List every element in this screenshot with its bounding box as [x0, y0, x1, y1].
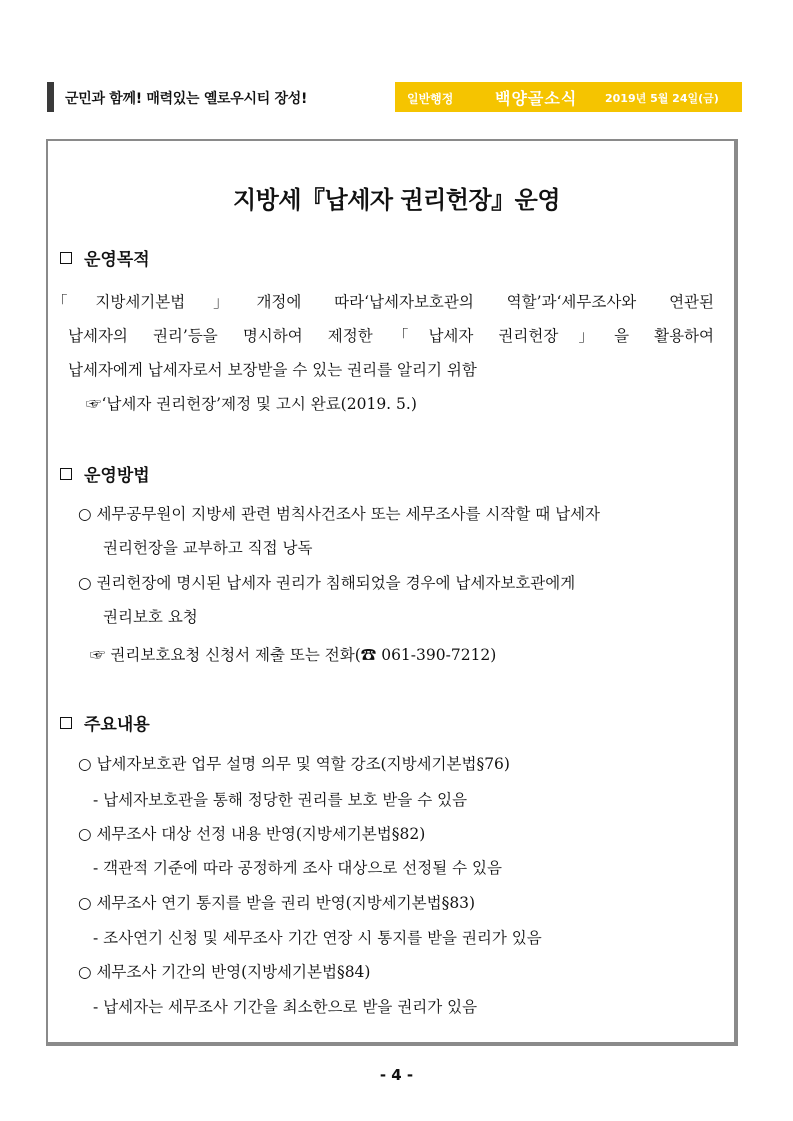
- header-info-banner: [395, 82, 742, 112]
- bullet-line: ○ 세무조사 대상 선정 내용 반영(지방세기본법§82): [78, 825, 426, 843]
- bullet-continuation: 권리보호 요청: [103, 608, 198, 626]
- bullet-continuation: 권리헌장을 교부하고 직접 낭독: [103, 539, 313, 557]
- page-number: - 4 -: [379, 1066, 414, 1084]
- checkbox-bullet-icon: [60, 468, 72, 480]
- section-heading-contents: [60, 710, 150, 735]
- header-newsletter-name: 백양골소식: [495, 89, 578, 108]
- section-heading-method: [60, 461, 150, 486]
- bullet-line: ○ 납세자보호관 업무 설명 의무 및 역할 강조(지방세기본법§76): [78, 755, 510, 773]
- section-heading-text: 운영방법: [84, 466, 150, 486]
- note-line: ☞ 권리보호요청 신청서 제출 또는 전화(☎ 061-390-7212): [90, 646, 497, 664]
- bullet-line: ○ 세무조사 연기 통지를 받을 권리 반영(지방세기본법§83): [78, 894, 476, 912]
- page-header: [47, 82, 742, 112]
- paragraph-line: 납세자의 권리’등을 명시하여 제정한「납세자 권리헌장」을 활용하여: [68, 327, 714, 345]
- checkbox-bullet-icon: [60, 252, 72, 264]
- header-accent-bar: [47, 82, 54, 112]
- dash-line: - 납세자는 세무조사 기간을 최소한으로 받을 권리가 있음: [93, 998, 478, 1016]
- note-line: ☞‘납세자 권리헌장’제정 및 고시 완료(2019. 5.): [86, 395, 417, 413]
- bullet-line: ○ 세무공무원이 지방세 관련 범칙사건조사 또는 세무조사를 시작할 때 납세자: [78, 505, 601, 523]
- section-heading-text: 운영목적: [84, 250, 150, 270]
- dash-line: - 납세자보호관을 통해 정당한 권리를 보호 받을 수 있음: [93, 791, 468, 809]
- header-date: 2019년 5월 24일(금): [605, 92, 719, 105]
- header-category: 일반행정: [407, 92, 454, 106]
- dash-line: - 객관적 기준에 따라 공정하게 조사 대상으로 선정될 수 있음: [93, 859, 502, 877]
- section-heading-text: 주요내용: [84, 715, 150, 735]
- section-heading-purpose: [60, 245, 150, 270]
- bullet-line: ○ 세무조사 기간의 반영(지방세기본법§84): [78, 963, 371, 981]
- checkbox-bullet-icon: [60, 717, 72, 729]
- bullet-line: ○ 권리헌장에 명시된 납세자 권리가 침해되었을 경우에 납세자보호관에게: [78, 574, 576, 592]
- paragraph-line: 「지방세기본법」개정에 따라‘납세자보호관의 역할’과‘세무조사와 연관된: [52, 293, 714, 311]
- paragraph-line: 납세자에게 납세자로서 보장받을 수 있는 권리를 알리기 위함: [68, 361, 477, 379]
- header-slogan: 군민과 함께! 매력있는 옐로우시티 장성!: [65, 91, 308, 107]
- page-title: 지방세『납세자 권리헌장』운영: [232, 186, 561, 214]
- dash-line: - 조사연기 신청 및 세무조사 기간 연장 시 통지를 받을 권리가 있음: [93, 929, 542, 947]
